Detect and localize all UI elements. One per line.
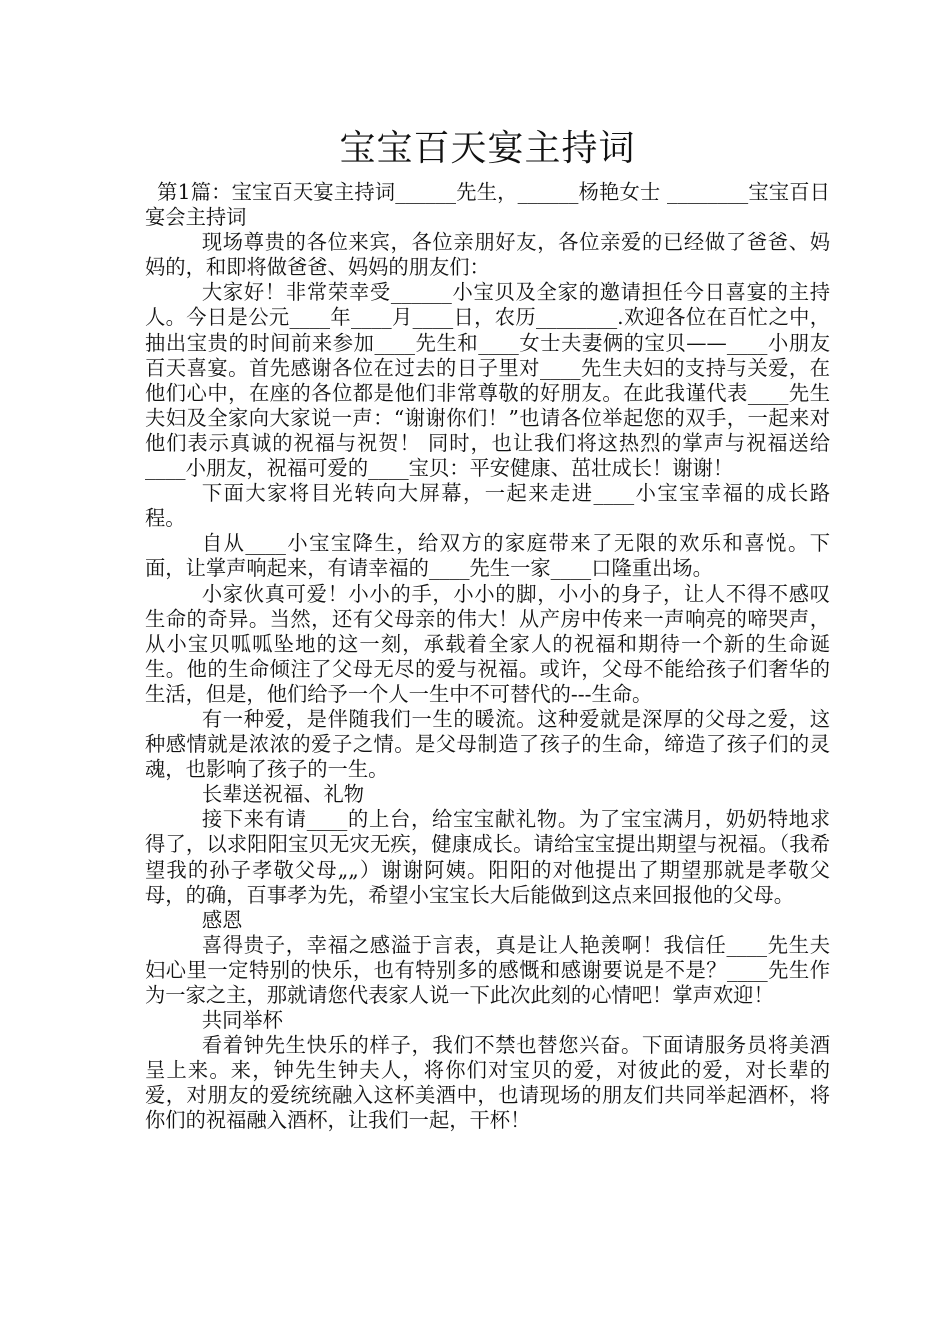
paragraph-screen: 下面大家将目光转向大屏幕，一起来走进____小宝宝幸福的成长路程。: [145, 481, 830, 531]
paragraph-chapter-heading: 第1篇：宝宝百天宴主持词______先生，______杨艳女士 ________宝宝百日宴会主持词: [145, 180, 830, 230]
section-heading-toast: 共同举杯: [201, 1008, 283, 1033]
paragraph-welcome: 大家好！非常荣幸受______小宝贝及全家的邀请担任今日喜宴的主持人。今日是公元____年____月____日，农历________.欢迎各位在百忙之中，抽出宝贵的时间前来参加____先生和____女士夫妻俩的宝贝——____小朋友百天喜宴。首先感谢各位在过去的日子里对____先生夫妇的支持与关爱，在他们心中，在座的各位都是他们非常尊敬的好朋友。在此我谨代表____先生夫妇及全家向大家说一声：“谢谢你们！”也请各位举起您的双手，一起来对他们表示真诚的祝福与祝贺！ 同时，也让我们将这热烈的掌声与祝福送给____小朋友，祝福可爱的____宝贝：平安健康、茁壮成长！谢谢！: [145, 280, 830, 481]
document-body: [145, 180, 830, 1134]
section-heading-gifts: 长辈送祝福、礼物: [201, 782, 365, 807]
paragraph-greeting: 现场尊贵的各位来宾，各位亲朋好友，各位亲爱的已经做了爸爸、妈妈的，和即将做爸爸、妈妈的朋友们：: [145, 230, 830, 280]
paragraph-birth: 自从____小宝宝降生，给双方的家庭带来了无限的欢乐和喜悦。下面，让掌声响起来，有请幸福的____先生一家____口隆重出场。: [145, 531, 830, 581]
paragraph-thanks: 喜得贵子，幸福之感溢于言表，真是让人艳羡啊！我信任____先生夫妇心里一定特别的快乐，也有特别多的感慨和感谢要说是不是？____先生作为一家之主，那就请您代表家人说一下此次此刻的心情吧！掌声欢迎！: [145, 932, 830, 1007]
paragraph-love: 有一种爱，是伴随我们一生的暖流。这种爱就是深厚的父母之爱，这种感情就是浓浓的爱子之情。是父母制造了孩子的生命，缔造了孩子们的灵魂，也影响了孩子的一生。: [145, 706, 830, 782]
section-heading-thanks: 感恩: [201, 907, 243, 932]
paragraph-toast: 看着钟先生快乐的样子，我们不禁也替您兴奋。下面请服务员将美酒呈上来。来，钟先生钟夫人，将你们对宝贝的爱，对彼此的爱，对长辈的爱，对朋友的爱统统融入这杯美酒中，也请现场的朋友们共同举起酒杯，将你们的祝福融入酒杯，让我们一起，干杯！: [145, 1033, 830, 1133]
document-title: 宝宝百天宴主持词: [339, 128, 636, 169]
paragraph-life: 小家伙真可爱！小小的手，小小的脚，小小的身子，让人不得不感叹生命的奇异。当然，还有父母亲的伟大！从产房中传来一声响亮的啼哭声，从小宝贝呱呱坠地的这一刻，承载着全家人的祝福和期待一个新的生命诞生。他的生命倾注了父母无尽的爱与祝福。或许，父母不能给孩子们奢华的生活，但是，他们给予一个人一生中不可替代的---生命。: [145, 581, 830, 706]
paragraph-gifts: 接下来有请____的上台，给宝宝献礼物。为了宝宝满月，奶奶特地求得了，以求阳阳宝贝无灾无疾，健康成长。请给宝宝提出期望与祝福。（我希望我的孙子孝敬父母„„）谢谢阿姨。阳阳的对他提出了期望那就是孝敬父母，的确，百事孝为先，希望小宝宝长大后能做到这点来回报他的父母。: [145, 807, 830, 907]
